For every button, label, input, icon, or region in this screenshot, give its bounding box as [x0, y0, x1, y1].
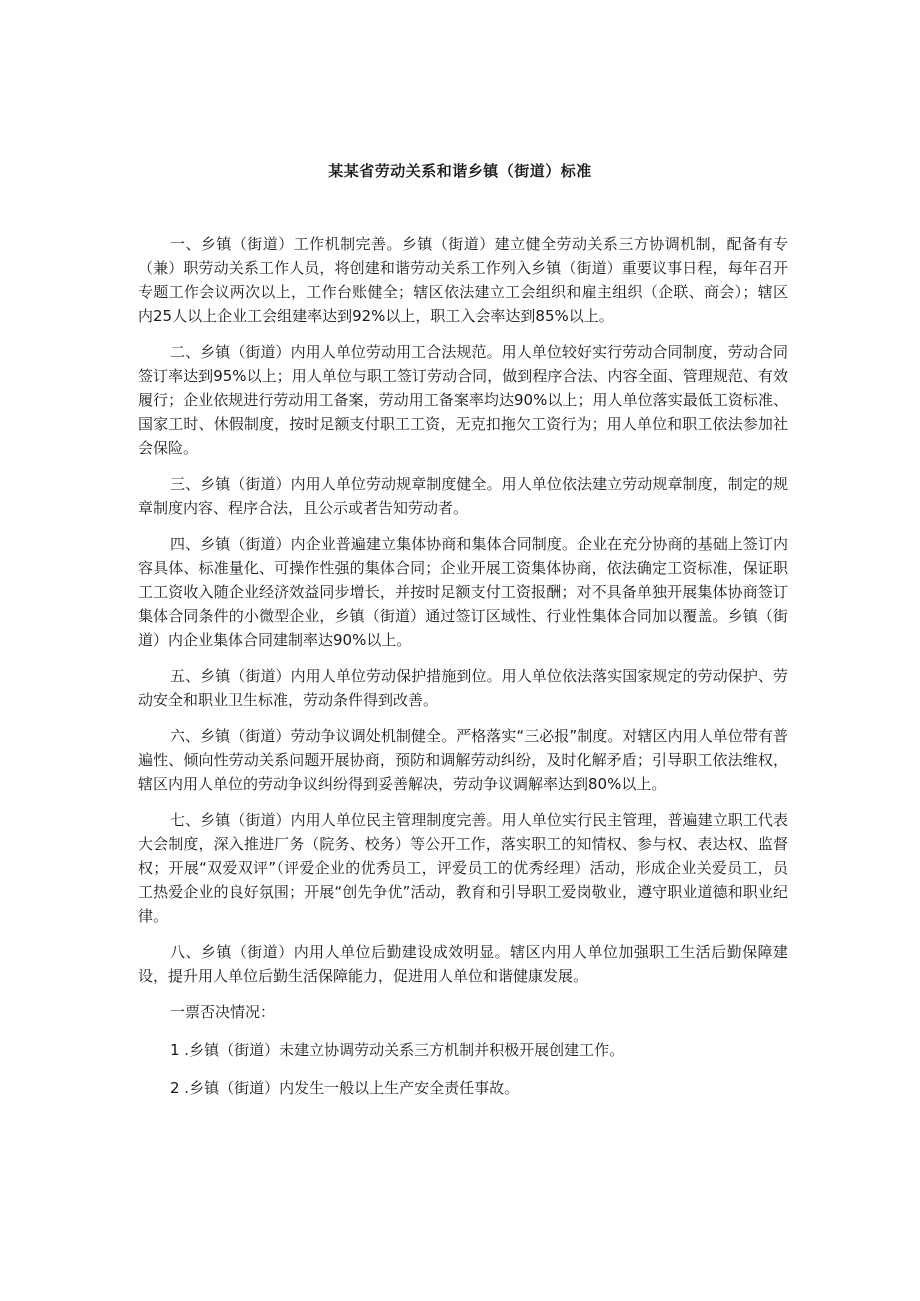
paragraph-4-collective-bargaining: 四、乡镇（街道）内企业普遍建立集体协商和集体合同制度。企业在充分协商的基础上签订内容具体、标准量化、可操作性强的集体合同；企业开展工资集体协商，依法确定工资标准，保证职工工资收入随企业经济效益同步增长，并按时足额支付工资报酬；对不具备单独开展集体协商签订集体合同条件的小微型企业，乡镇（街道）通过签订区域性、行业性集体合同加以覆盖。乡镇（街道）内企业集体合同建制率达90%以上。 — [138, 535, 788, 649]
paragraph-3-rules-regulations: 三、乡镇（街道）内用人单位劳动规章制度健全。用人单位依法建立劳动规章制度，制定的规章制度内容、程序合法，且公示或者告知劳动者。 — [138, 475, 788, 517]
document-title: 某某省劳动关系和谐乡镇（街道）标准 — [328, 162, 592, 180]
paragraph-1-work-mechanism: 一、乡镇（街道）工作机制完善。乡镇（街道）建立健全劳动关系三方协调机制，配备有专（兼）职劳动关系工作人员，将创建和谐劳动关系工作列入乡镇（街道）重要议事日程，每年召开专题工作会议两次以上，工作台账健全；辖区依法建立工会组织和雇主组织（企联、商会）；辖区内25人以上企业工会组建率达到92%以上，职工入会率达到85%以上。 — [138, 235, 788, 325]
veto-item-1: 1 .乡镇（街道）未建立协调劳动关系三方机制并积极开展创建工作。 — [170, 1041, 625, 1059]
veto-item-2: 2 .乡镇（街道）内发生一般以上生产安全责任事故。 — [170, 1079, 520, 1097]
veto-heading: 一票否决情况： — [170, 1003, 276, 1021]
paragraph-8-logistics: 八、乡镇（街道）内用人单位后勤建设成效明显。辖区内用人单位加强职工生活后勤保障建设，提升用人单位后勤生活保障能力，促进用人单位和谐健康发展。 — [138, 943, 788, 985]
document-body — [138, 232, 788, 1114]
paragraph-2-labor-employment: 二、乡镇（街道）内用人单位劳动用工合法规范。用人单位较好实行劳动合同制度，劳动合同签订率达到95%以上；用人单位与职工签订劳动合同，做到程序合法、内容全面、管理规范、有效履行；企业依规进行劳动用工备案，劳动用工备案率均达90%以上；用人单位落实最低工资标准、国家工时、休假制度，按时足额支付职工工资，无克扣拖欠工资行为；用人单位和职工依法参加社会保险。 — [138, 343, 788, 457]
paragraph-5-labor-protection: 五、乡镇（街道）内用人单位劳动保护措施到位。用人单位依法落实国家规定的劳动保护、劳动安全和职业卫生标准，劳动条件得到改善。 — [138, 667, 788, 709]
paragraph-6-dispute-mediation: 六、乡镇（街道）劳动争议调处机制健全。严格落实“三必报”制度。对辖区内用人单位带有普遍性、倾向性劳动关系问题开展协商，预防和调解劳动纠纷，及时化解矛盾；引导职工依法维权，辖区内用人单位的劳动争议纠纷得到妥善解决，劳动争议调解率达到80%以上。 — [138, 727, 788, 793]
paragraph-7-democratic-management: 七、乡镇（街道）内用人单位民主管理制度完善。用人单位实行民主管理，普遍建立职工代表大会制度，深入推进厂务（院务、校务）等公开工作，落实职工的知情权、参与权、表达权、监督权；开展“双爱双评”（评爱企业的优秀员工，评爱员工的优秀经理）活动，形成企业关爱员工，员工热爱企业的良好氛围；开展“创先争优”活动，教育和引导职工爱岗敬业，遵守职业道德和职业纪律。 — [138, 811, 788, 925]
